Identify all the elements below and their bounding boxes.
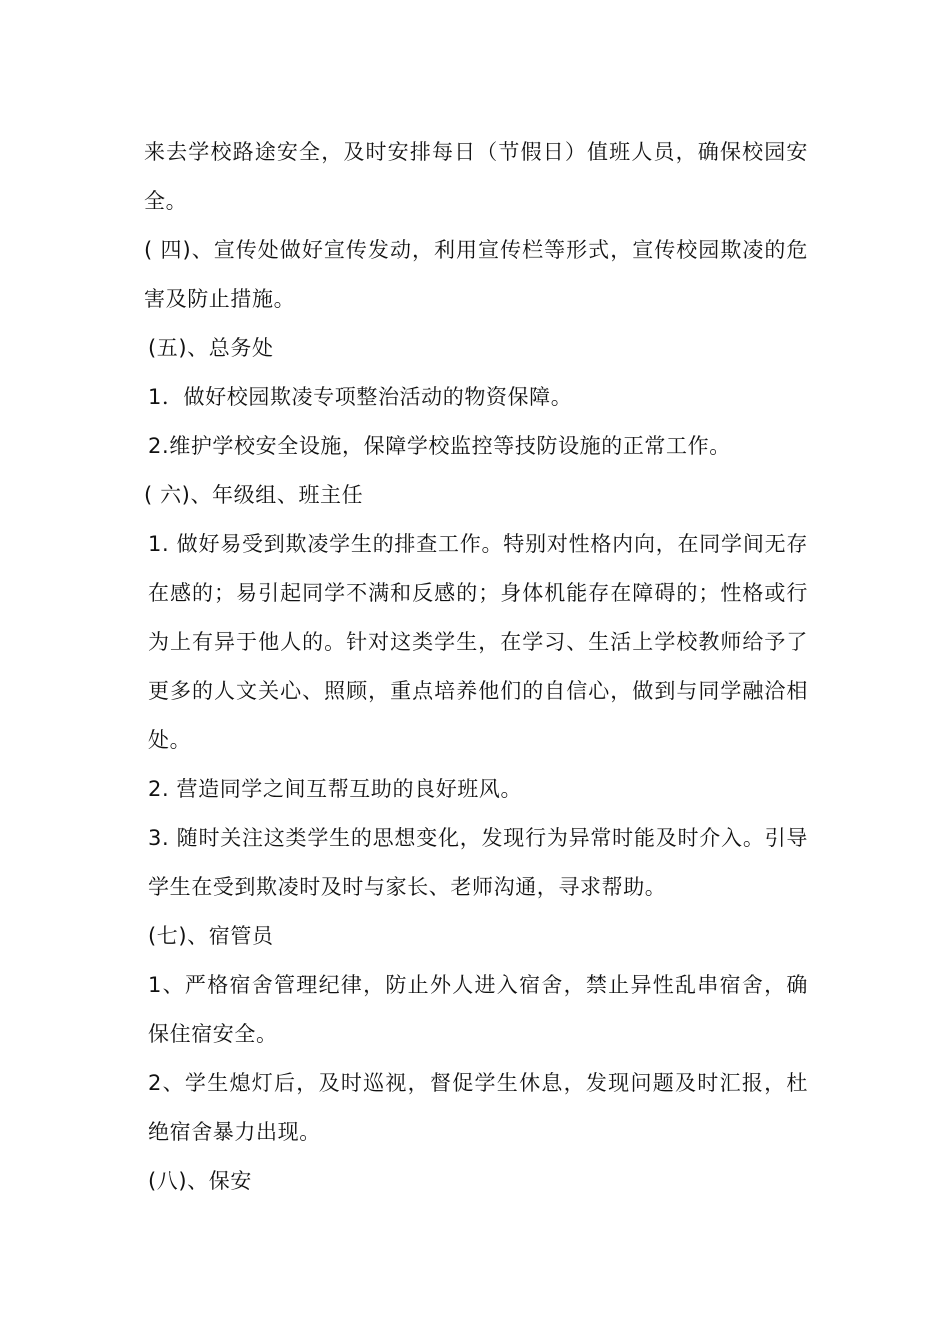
paragraph-item-5-1: 1．做好校园欺凌专项整治活动的物资保障。 <box>148 385 573 409</box>
paragraph-item-7-1: 1、严格宿舍管理纪律，防止外人进入宿舍，禁止异性乱串宿舍，确保住宿安全。 <box>148 973 808 1046</box>
paragraph-item-6-2: 2. 营造同学之间互帮互助的良好班风。 <box>148 777 523 801</box>
heading-section-6: ( 六)、年级组、班主任 <box>144 483 364 507</box>
heading-section-7: (七)、宿管员 <box>148 924 274 948</box>
paragraph-item-6-3: 3. 随时关注这类学生的思想变化，发现行为异常时能及时介入。引导学生在受到欺凌时及时与家长、老师沟通，寻求帮助。 <box>148 826 808 899</box>
paragraph-continuation: 来去学校路途安全，及时安排每日（节假日）值班人员，确保校园安全。 <box>144 140 808 213</box>
paragraph-section-4: ( 四)、宣传处做好宣传发动，利用宣传栏等形式，宣传校园欺凌的危害及防止措施。 <box>144 238 808 311</box>
paragraph-item-6-1: 1. 做好易受到欺凌学生的排查工作。特别对性格内向，在同学间无存在感的；易引起同学不满和反感的；身体机能存在障碍的；性格或行为上有异于他人的。针对这类学生，在学习、生活上学校教师给予了更多的人文关心、照顾，重点培养他们的自信心，做到与同学融洽相处。 <box>148 532 808 752</box>
heading-section-5: (五)、总务处 <box>148 336 274 360</box>
document-body <box>144 128 808 1206</box>
paragraph-item-7-2: 2、学生熄灯后，及时巡视，督促学生休息，发现问题及时汇报，杜绝宿舍暴力出现。 <box>148 1071 808 1144</box>
paragraph-item-5-2: 2.维护学校安全设施，保障学校监控等技防设施的正常工作。 <box>148 434 731 458</box>
heading-section-8: (八)、保安 <box>148 1169 252 1193</box>
